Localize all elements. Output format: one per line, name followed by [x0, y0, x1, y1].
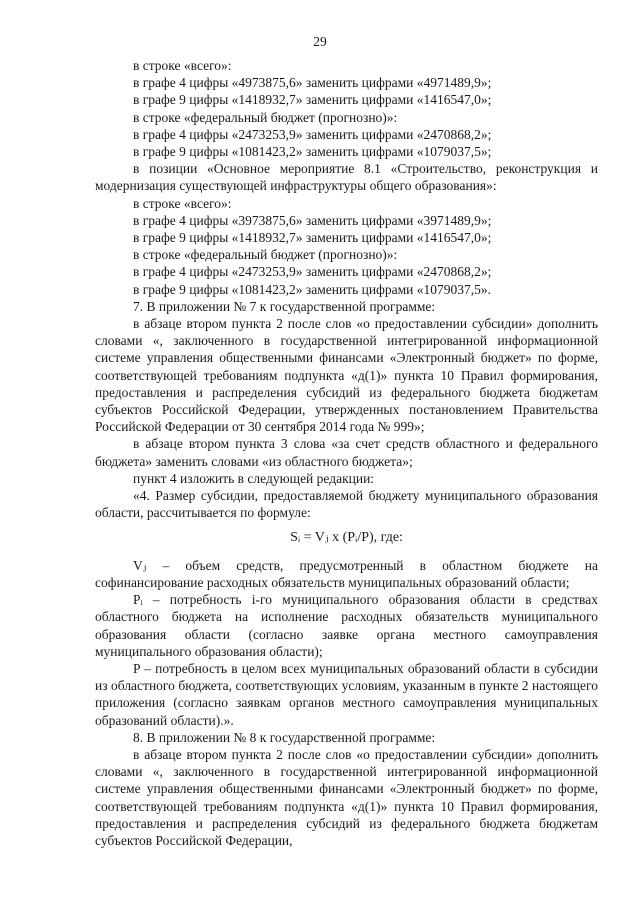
paragraph: в позиции «Основное мероприятие 8.1 «Строительство, реконструкция и модернизация существующей инфраструктуры общего образования»: — [95, 161, 598, 194]
definition: P – потребность в целом всех муниципальных образований области в субсидии из областного бюджета, соответствующих условиям, указанным в пункте 2 настоящего приложения (согласно заявкам органов местного самоуправления муниципальных образований области).». — [95, 660, 598, 728]
paragraph: «4. Размер субсидии, предоставляемой бюджету муниципального образования области, рассчитывается по формуле: — [95, 488, 598, 521]
formula: Sᵢ = Vⱼ x (Pᵢ/P), где: — [290, 530, 403, 546]
paragraph: в графе 9 цифры «1418932,7» заменить цифрами «1416547,0»; — [133, 92, 492, 108]
paragraph: в графе 4 цифры «2473253,9» заменить цифрами «2470868,2»; — [133, 126, 492, 142]
paragraph: в абзаце втором пункта 2 после слов «о предоставлении субсидии» дополнить словами «, заключенного в государственной интегрированной информационной системе управления общественными финансами «Электронный бюджет» по форме, соответствующей требованиям подпункта «д(1)» пункта 10 Правил формирования, предоставления и распределения субсидий из федерального бюджета бюджетам субъектов Российской Федерации, — [95, 746, 598, 848]
paragraph: в графе 9 цифры «1418932,7» заменить цифрами «1416547,0»; — [133, 230, 492, 246]
document-body — [95, 57, 598, 849]
section-heading: 7. В приложении № 7 к государственной программе: — [133, 298, 436, 314]
definition: Vⱼ – объем средств, предусмотренный в областном бюджете на софинансирование расходных обязательств муниципальных образований области; — [95, 557, 598, 590]
paragraph: в строке «федеральный бюджет (прогнозно)»: — [133, 109, 398, 125]
paragraph: в графе 9 цифры «1081423,2» заменить цифрами «1079037,5». — [133, 281, 491, 297]
paragraph: в абзаце втором пункта 2 после слов «о предоставлении субсидии» дополнить словами «, заключенного в государственной интегрированной информационной системе управления общественными финансами «Электронный бюджет» по форме, соответствующей требованиям подпункта «д(1)» пункта 10 Правил формирования, предоставления и распределения субсидий из федерального бюджета бюджетам субъектов Российской Федерации, утвержденных постановлением Правительства Российской Федерации от 30 сентября 2014 года № 999»; — [95, 316, 598, 435]
paragraph: пункт 4 изложить в следующей редакции: — [133, 470, 375, 486]
paragraph: в графе 9 цифры «1081423,2» заменить цифрами «1079037,5»; — [133, 144, 492, 160]
paragraph: в строке «всего»: — [133, 195, 232, 211]
paragraph: в строке «федеральный бюджет (прогнозно)»: — [133, 247, 398, 263]
paragraph: в графе 4 цифры «3973875,6» заменить цифрами «3971489,9»; — [133, 212, 492, 228]
paragraph: в графе 4 цифры «4973875,6» заменить цифрами «4971489,9»; — [133, 75, 492, 91]
page-number: 29 — [313, 34, 327, 49]
section-heading: 8. В приложении № 8 к государственной программе: — [133, 729, 436, 745]
definition: Pᵢ – потребность i-го муниципального образования области в средствах областного бюджета на исполнение расходных обязательств муниципального образования области (согласно заявке органа местного самоуправления муниципального образования области); — [95, 592, 598, 659]
paragraph: в графе 4 цифры «2473253,9» заменить цифрами «2470868,2»; — [133, 264, 492, 280]
paragraph: в абзаце втором пункта 3 слова «за счет средств областного и федерального бюджета» заменить словами «из областного бюджета»; — [95, 436, 598, 469]
paragraph: в строке «всего»: — [133, 58, 232, 73]
